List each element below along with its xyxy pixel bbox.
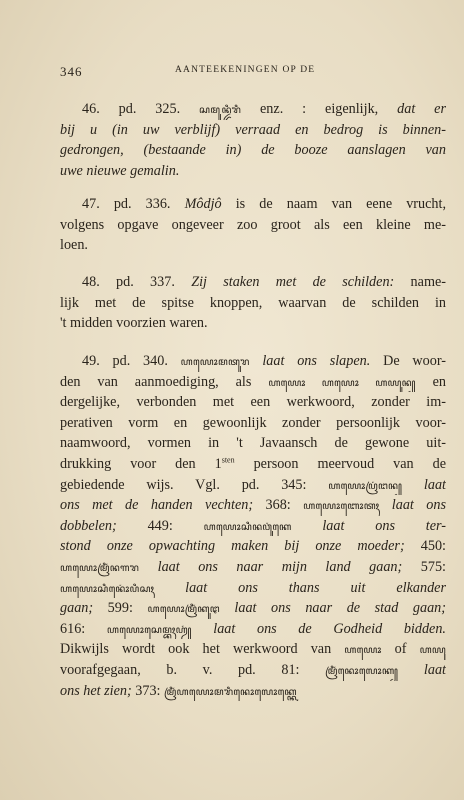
note-46 [60, 99, 446, 181]
text-line [60, 454, 446, 475]
text: dergelijke, verbonden met een werkwoord, zonder im- [60, 394, 446, 411]
text-line [60, 215, 446, 236]
text: 450: [420, 538, 446, 555]
italic-text: laat [398, 661, 446, 678]
text: 373: [135, 682, 165, 699]
text-line [60, 351, 446, 372]
javanese-script: ꦲꦪꦺꦴ [344, 645, 382, 657]
italic-text: gaan; [60, 600, 108, 617]
text-line [60, 536, 446, 557]
text: den van aanmoediging, als [60, 373, 269, 390]
text: 't midden voorzien waren. [60, 315, 208, 332]
text: 48. pd. 337. [82, 274, 192, 290]
text: 575: [420, 558, 446, 575]
text: 449: [147, 517, 204, 534]
italic-text: laat ons ter- [291, 517, 446, 534]
italic-text: dat er [397, 101, 446, 117]
text-line [60, 516, 446, 537]
text: sten [221, 455, 235, 465]
italic-text: ons met de handen vechten; [60, 497, 266, 514]
text-line [60, 161, 446, 182]
italic-text: gedrongen, (bestaande in) de booze aanslagen van [60, 142, 446, 159]
text: naamwoord, vormen in 't Javaansch de gewone uit- [60, 435, 446, 452]
javanese-script: ꦱꦩꦸꦤ꧀ꦢꦶꦫꦶ [199, 105, 242, 116]
text: 47. pd. 336. [82, 196, 185, 212]
italic-text: laat ons [379, 497, 446, 514]
javanese-script: ꦲꦪꦺꦴꦱꦶꦤꦮꦸꦁꦏꦺ [203, 521, 292, 533]
text: Dikwijls wordt ook het werkwoord van [60, 641, 345, 658]
note-49 [60, 351, 446, 701]
text: perativen vorm en gewoonlijk zonder persoonlijk voor- [60, 414, 446, 431]
italic-text: laat ons thans uit elkander [154, 579, 446, 596]
javanese-script: ꦲꦪꦺꦴꦩꦿꦶꦁꦤꦒꦫ [60, 562, 140, 574]
italic-text: bij u (in uw verblijf) verraad en bedrog is binnen- [60, 121, 446, 138]
text: De woor- [370, 353, 446, 369]
javanese-script: ꦲꦪꦺꦴꦥꦿꦁꦔꦤ꧀ [328, 480, 403, 492]
italic-text: laat ons de Godheid bidden. [191, 620, 446, 637]
text: is de naam van eene vrucht, [221, 196, 446, 212]
text-line [60, 272, 446, 293]
text: gebiedende wijs. Vgl. pd. 345: [60, 476, 329, 493]
text: of [381, 641, 420, 658]
text: 599: [107, 600, 148, 617]
running-title: AANTEEKENINGEN OP DE [175, 65, 316, 75]
javanese-script: ꦲꦪꦺꦴꦱꦺꦩ꧀ꦧꦃꦲꦾꦁ [106, 624, 192, 636]
text: 616: [60, 620, 107, 637]
text-line [60, 475, 446, 496]
text: voorafgegaan, b. v. pd. 81: [60, 661, 326, 678]
italic-text: Môdjô [184, 196, 222, 212]
italic-text: laat ons slapen. [249, 353, 371, 369]
italic-text: ons het zien; [60, 682, 136, 699]
text: persoon meervoud van de [234, 455, 446, 472]
text-line [60, 194, 446, 215]
javanese-script: ꦲꦪꦺꦴꦱꦶꦤꦺꦴꦁꦥꦶꦱꦃ [60, 583, 155, 595]
text-line [60, 433, 446, 454]
javanese-script: ꦩꦿꦶꦁꦲꦪꦺꦴꦩꦫꦶꦤꦺꦴꦭꦺꦴꦏ꧀ꦏꦺ [164, 686, 297, 698]
text: lijk met de spitse knoppen, waarvan de schilden in [60, 294, 446, 311]
text-line [60, 372, 446, 393]
javanese-script: ꦲꦪꦺꦴ ꦲꦪꦺꦴ ꦲꦪꦸꦤ꧀ [268, 377, 416, 389]
text-line [60, 293, 446, 314]
italic-text: uwe nieuwe gemalin. [60, 162, 180, 179]
javanese-script: ꦲꦪꦺꦴꦩꦿꦶꦁꦏꦸꦛ [147, 604, 220, 616]
page-number: 346 [60, 64, 83, 79]
note-47 [60, 194, 446, 256]
javanese-script: ꦲꦪꦺꦴꦩꦠꦸꦫ [180, 357, 250, 368]
text-line [60, 557, 446, 578]
text-line [60, 235, 446, 256]
text: volgens opgave ongeveer zoo groot als een kleine me- [60, 216, 446, 233]
italic-text: dobbelen; [60, 517, 148, 534]
text-line [60, 639, 446, 660]
javanese-script: ꦲꦪꦸ [419, 645, 446, 657]
text: drukking voor den 1 [60, 455, 222, 472]
italic-text: laat [402, 476, 446, 493]
text-line [60, 681, 446, 702]
page-header [60, 64, 434, 80]
text-line [60, 99, 446, 120]
text-line [60, 578, 446, 599]
javanese-script: ꦲꦪꦺꦴꦧꦺꦴꦠꦃ [303, 501, 380, 513]
text-line [60, 140, 446, 161]
text-line [60, 413, 446, 434]
javanese-script: ꦩꦿꦶꦁꦤꦺꦴꦭꦺꦴꦏ꧀ [325, 665, 399, 677]
italic-text: Zij staken met de schilden: [191, 274, 395, 290]
text-line [60, 495, 446, 516]
italic-text: laat ons naar mijn land gaan; [139, 558, 421, 575]
text-line [60, 392, 446, 413]
text: 49. pd. 340. [82, 353, 181, 369]
text: name- [394, 274, 446, 290]
text-line [60, 619, 446, 640]
text-line [60, 120, 446, 141]
text-line [60, 660, 446, 681]
text: en [415, 373, 446, 390]
text: enz. : eigenlijk, [241, 101, 398, 117]
text: 46. pd. 325. [82, 101, 200, 117]
note-48 [60, 272, 446, 334]
text-line [60, 598, 446, 619]
text-line [60, 313, 446, 334]
text: 368: [265, 497, 304, 514]
text: loen. [60, 237, 88, 254]
italic-text: stond onze opwachting maken bij onze moeder; [60, 538, 421, 555]
italic-text: laat ons naar de stad gaan; [219, 600, 446, 617]
